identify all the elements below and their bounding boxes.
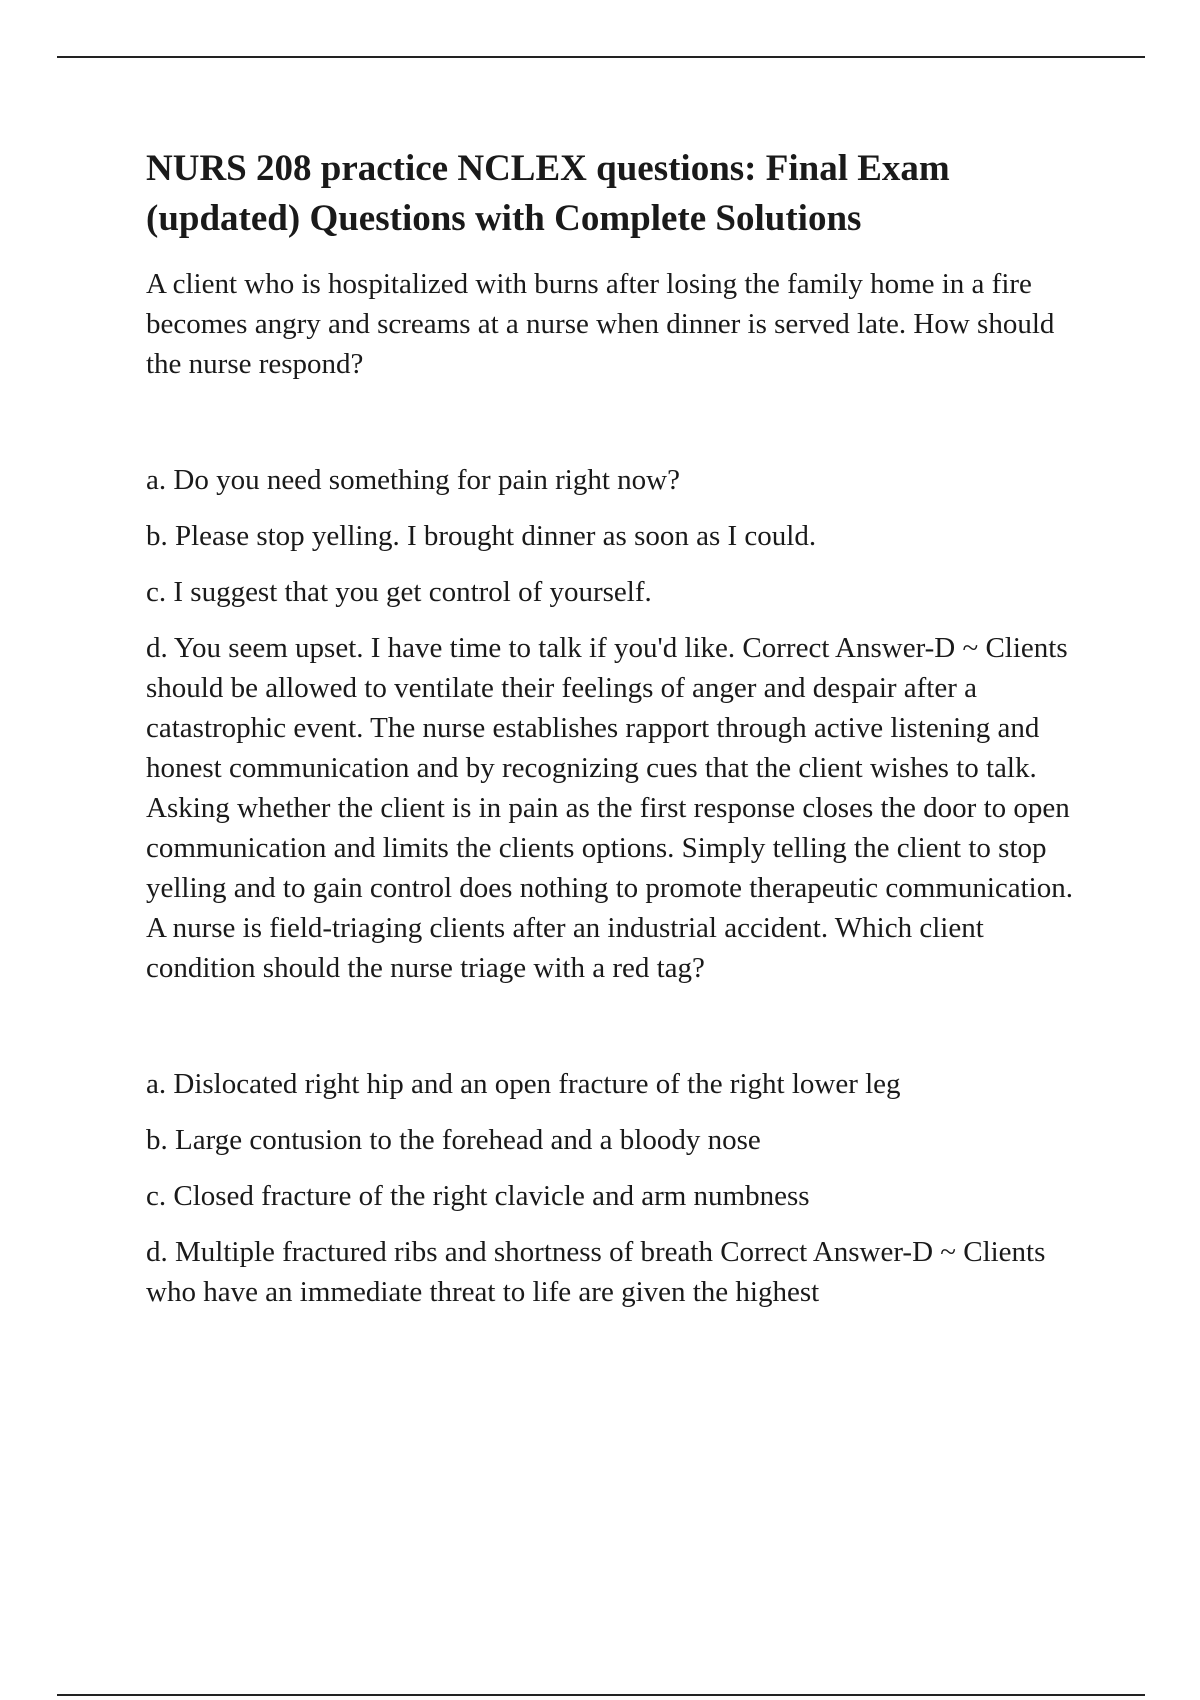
question-2-option-a: a. Dislocated right hip and an open fracture of the right lower leg — [146, 1068, 901, 1100]
question-1-option-a: a. Do you need something for pain right now? — [146, 464, 680, 496]
question-2 — [146, 908, 1091, 1312]
question-1-option-b: b. Please stop yelling. I brought dinner as soon as I could. — [146, 520, 817, 552]
question-1-option-d-answer: d. You seem upset. I have time to talk if you'd like. Correct Answer-D ~ Clients should be allowed to ventilate their feelings of anger and despair after a catastrophic event. The nurse establishes rapport through active listening and honest communication and by recognizing cues that the client wishes to talk. Asking whether the client is in pain as the first response closes the door to open communication and limits the clients options. Simply telling the client to stop yelling and to gain control does nothing to promote therapeutic communication. — [146, 632, 1073, 904]
question-2-stem: A nurse is field-triaging clients after an industrial accident. Which client condition should the nurse triage with a red tag? — [146, 912, 984, 984]
top-rule — [57, 56, 1145, 58]
document-title: NURS 208 practice NCLEX questions: Final Exam (updated) Questions with Complete Solutions — [146, 148, 950, 239]
question-2-option-b: b. Large contusion to the forehead and a bloody nose — [146, 1124, 761, 1156]
bottom-rule — [57, 1694, 1145, 1696]
question-1-stem: A client who is hospitalized with burns after losing the family home in a fire becomes angry and screams at a nurse when dinner is served late. How should the nurse respond? — [146, 268, 1055, 380]
question-2-option-d-answer: d. Multiple fractured ribs and shortness of breath Correct Answer-D ~ Clients who have an immediate threat to life are given the highest — [146, 1236, 1046, 1308]
question-1-option-c: c. I suggest that you get control of yourself. — [146, 576, 652, 608]
document-body — [146, 144, 1091, 1312]
question-2-option-c: c. Closed fracture of the right clavicle and arm numbness — [146, 1180, 810, 1212]
question-1 — [146, 264, 1091, 908]
